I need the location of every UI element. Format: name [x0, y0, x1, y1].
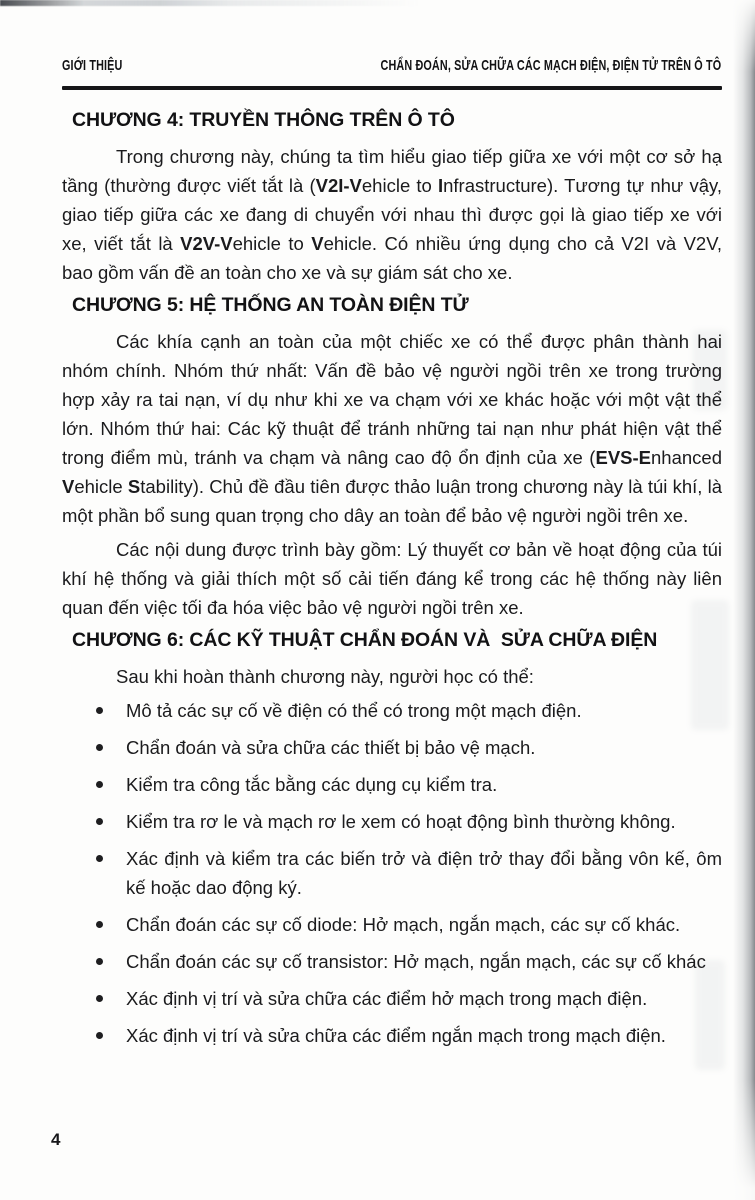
document-body [62, 103, 722, 1058]
list-item-text: Kiểm tra công tắc bằng các dụng cụ kiểm tra. [126, 774, 498, 795]
bullet-dot-icon [96, 818, 103, 825]
list-item-text: Xác định và kiểm tra các biến trở và điện trở thay đổi bằng vôn kế, ôm kế hoặc dao động ký. [126, 848, 722, 898]
paragraph [62, 535, 722, 622]
header-rule [62, 86, 722, 90]
list-item [62, 770, 722, 799]
text-run: ehicle. Có nhiều ứng dụng cho cả V2I và V2V, bao gồm vấn đề an toàn cho xe và sự giám sát cho xe. [62, 233, 722, 283]
list-item-text: Chẩn đoán các sự cố transistor: Hở mạch, ngắn mạch, các sự cố khác [126, 951, 706, 972]
bold-text-run: EVS-E [595, 447, 652, 468]
list-item [62, 696, 722, 725]
text-run: Các khía cạnh an toàn của một chiếc xe có thể được phân thành hai nhóm chính. Nhóm thứ nhất: Vấn đề bảo vệ người ngồi trên xe trong trường hợp xảy ra tai nạn, ví dụ như khi xe va chạm với xe khác hoặc với một vật thể lớn. Nhóm thứ hai: Các kỹ thuật để tránh những tai nạn như phát hiện vật thể trong điểm mù, tránh va chạm và nâng cao độ ổn định của xe ( [62, 331, 722, 468]
bullet-dot-icon [96, 958, 103, 965]
scan-streak-artifact [0, 0, 420, 6]
running-header-left: GIỚI THIỆU [62, 57, 123, 74]
chapter-heading: CHƯƠNG 5: HỆ THỐNG AN TOÀN ĐIỆN TỬ [72, 294, 469, 316]
bold-text-run: I [437, 175, 444, 196]
text-run: nhanced [651, 447, 722, 468]
bullet-dot-icon [96, 781, 103, 788]
text-run: tability). Chủ đề đầu tiên được thảo luận trong chương này là túi khí, là một phần bổ sung quan trọng cho dây an toàn để bảo vệ người ngồi trên xe. [62, 476, 722, 526]
bullet-dot-icon [96, 1032, 103, 1039]
bullet-dot-icon [96, 855, 103, 862]
list-item-text: Xác định vị trí và sửa chữa các điểm ngắn mạch trong mạch điện. [126, 1025, 666, 1046]
bold-text-run: V2I-V [315, 175, 362, 196]
list-item-text: Mô tả các sự cố về điện có thể có trong một mạch điện. [126, 700, 582, 721]
text-run: nfrastructure). Tương tự như vậy, giao tiếp giữa các xe đang di chuyển với nhau thì được gọi là giao tiếp xe với xe, viết tắt là [62, 175, 723, 254]
paragraph [62, 327, 722, 530]
text-run: Trong chương này, chúng ta tìm hiểu giao tiếp giữa xe với một cơ sở hạ tầng (thường được viết tắt là ( [62, 146, 722, 196]
bold-text-run: V2V-V [180, 233, 233, 254]
list-item [62, 807, 722, 836]
list-item-text: Xác định vị trí và sửa chữa các điểm hở mạch trong mạch điện. [126, 988, 648, 1009]
list-item-text: Chẩn đoán và sửa chữa các thiết bị bảo vệ mạch. [126, 737, 536, 758]
list-item [62, 947, 722, 976]
list-item [62, 1021, 722, 1050]
list-item [62, 844, 722, 902]
page-number: 4 [51, 1130, 61, 1149]
objectives-list [62, 696, 722, 1050]
list-item-text: Kiểm tra rơ le và mạch rơ le xem có hoạt động bình thường không. [126, 811, 676, 832]
text-run: ehicle [74, 476, 128, 497]
chapter-heading: CHƯƠNG 4: TRUYỀN THÔNG TRÊN Ô TÔ [72, 109, 455, 131]
text-run: Sau khi hoàn thành chương này, người học có thể: [116, 666, 534, 687]
list-item [62, 733, 722, 762]
running-header [62, 57, 721, 74]
scan-edge-shadow [733, 0, 755, 1200]
bullet-dot-icon [96, 707, 103, 714]
chapter-heading: CHƯƠNG 6: CÁC KỸ THUẬT CHẨN ĐOÁN VÀ SỬA CHỮA ĐIỆN [72, 629, 658, 651]
bold-text-run: V [62, 476, 75, 497]
bold-text-run: V [311, 233, 324, 254]
paragraph [62, 662, 722, 691]
bullet-dot-icon [96, 995, 103, 1002]
list-item-text: Chẩn đoán các sự cố diode: Hở mạch, ngắn mạch, các sự cố khác. [126, 914, 681, 935]
running-header-right: CHẨN ĐOÁN, SỬA CHỮA CÁC MẠCH ĐIỆN, ĐIỆN TỬ TRÊN Ô TÔ [380, 57, 721, 74]
paragraph [62, 142, 722, 287]
list-item [62, 984, 722, 1013]
bold-text-run: S [127, 476, 141, 497]
text-run: Các nội dung được trình bày gồm: Lý thuyết cơ bản về hoạt động của túi khí hệ thống và giải thích một số cải tiến đáng kể trong các hệ thống này liên quan đến việc tối đa hóa việc bảo vệ người ngồi trên xe. [62, 539, 722, 618]
bullet-dot-icon [96, 921, 103, 928]
text-run: ehicle to [361, 175, 438, 196]
list-item [62, 910, 722, 939]
text-run: ehicle to [232, 233, 312, 254]
bullet-dot-icon [96, 744, 103, 751]
